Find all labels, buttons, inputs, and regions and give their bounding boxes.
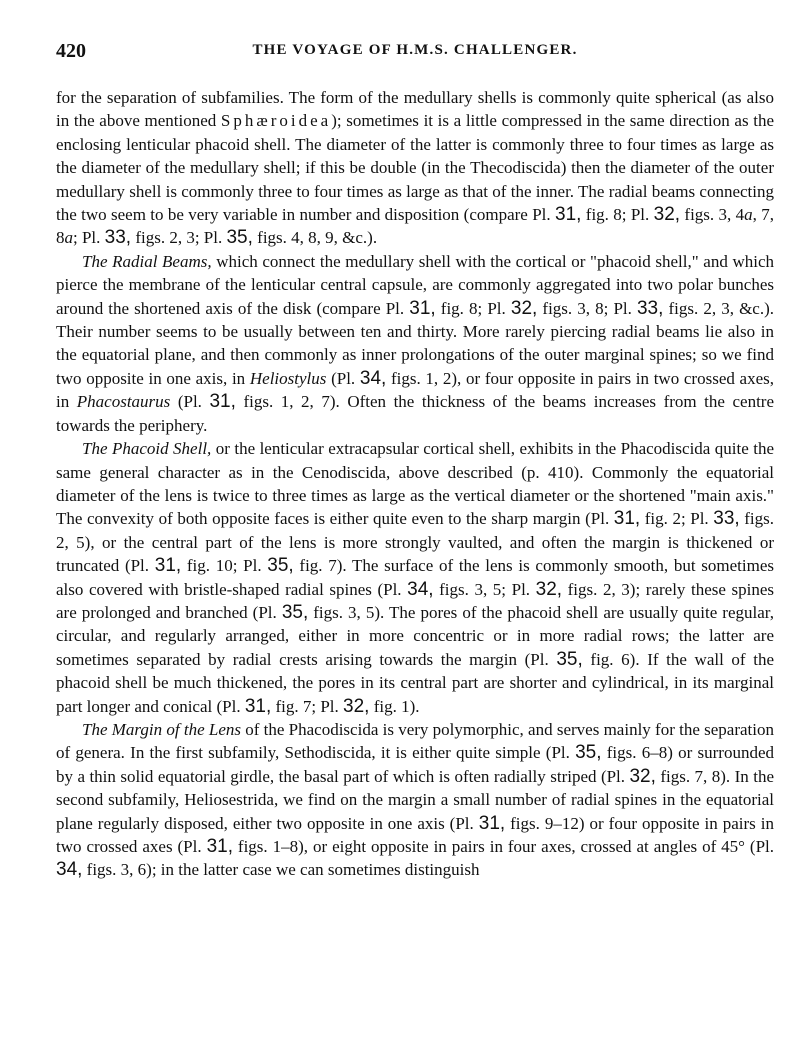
text-segment: 31, <box>154 555 182 577</box>
body-text <box>56 86 774 882</box>
paragraph-radial-beams <box>56 250 774 437</box>
page-header <box>56 40 774 70</box>
text-segment: Sphæroidea <box>220 111 332 131</box>
text-segment: of the Phacodiscida is very polymorphic, and serves mainly for the separation of genera. In the first subfamily, Sethodiscida, it is either quite simple (Pl. <box>56 719 774 763</box>
text-segment: fig. 1). <box>369 696 420 716</box>
text-segment: The Radial Beams, <box>82 251 212 271</box>
text-segment: , 7, 8 <box>56 205 774 248</box>
text-segment: The Phacoid Shell, <box>82 439 212 459</box>
text-segment: 31, <box>409 297 436 319</box>
text-segment: figs. 3, 4 <box>680 205 745 225</box>
text-segment: figs. 1, 2, 7). Often the thickness of the beams increases from the centre towards the periphery. <box>56 392 774 435</box>
text-segment: 35, <box>575 742 602 764</box>
text-segment: 35, <box>281 601 309 623</box>
text-segment: 34, <box>407 578 434 600</box>
text-segment: figs. 7, 8). In the second subfamily, Heliosestrida, we find on the margin a small number of radial spines in the equatorial plane regularly disposed, either two opposite in one axis (Pl. <box>56 766 774 833</box>
text-segment: figs. 2, 3); rarely these spines are prolonged and branched (Pl. <box>56 579 775 622</box>
text-segment: 33, <box>636 297 664 319</box>
page-number: 420 <box>56 40 86 62</box>
text-segment: ); sometimes it is a little compressed in the same direction as the enclosing lenticular phacoid shell. The diameter of the latter is commonly three to four times as large as the diameter of the medullary shell; if this be double (in the Thecodiscida) then the diameter of the outer medullary shell is commonly three to four times as large as that of the inner. The radial beams connecting the two seem to be very variable in number and disposition (compare Pl. <box>56 111 774 225</box>
paragraph-margin-of-lens <box>56 718 774 882</box>
text-segment: (Pl. <box>326 368 360 388</box>
text-segment: 31, <box>478 812 506 834</box>
text-segment: 35, <box>267 555 294 577</box>
text-segment: ; Pl. <box>73 228 105 248</box>
text-segment: figs. 2, 5), or the central part of the lens is more strongly vaulted, and often the margin is thickened or truncated (Pl. <box>56 509 774 576</box>
text-segment: fig. 8; Pl. <box>435 298 511 318</box>
text-segment: a <box>744 205 753 225</box>
running-title: THE VOYAGE OF H.M.S. CHALLENGER. <box>252 42 578 58</box>
text-segment: 35, <box>226 227 253 249</box>
text-segment: or the lenticular extracapsular cortical shell, exhibits in the Phacodiscida quite the same general character as in the Cenodiscida, above described (p. 410). Commonly the equatorial diameter of the lens is twice to three times as large as the vertical diameter or the shortened "main axis." The convexity of both opposite faces is either quite even to the sharp margin (Pl. <box>56 439 774 529</box>
text-segment: figs. 6–8) or surrounded by a thin solid equatorial girdle, the basal part of which is often radially striped (Pl. <box>56 743 774 786</box>
text-segment: (Pl. <box>170 392 210 412</box>
text-segment: Heliostylus <box>249 368 327 388</box>
paragraph-medullary-shells <box>56 86 774 250</box>
text-segment: figs. 2, 3, &c.). Their number seems to be usually between ten and thirty. More rarely piercing radial beams lie also in the equatorial plane, and then commonly as inner prolongations of the outer marginal spines; so we find two opposite in one axis, in <box>56 298 774 388</box>
text-segment: fig. 7). The surface of the lens is commonly smooth, but sometimes also covered with bristle-shaped radial spines (Pl. <box>56 556 774 599</box>
text-segment: which connect the medullary shell with the cortical or "phacoid shell," and which pierce the membrane of the lenticular central capsule, are commonly aggregated into two polar bunches around the shortened axis of the disk (compare Pl. <box>56 251 774 318</box>
text-segment: 31, <box>244 695 272 717</box>
book-page <box>56 40 774 882</box>
text-segment: for the separation of subfamilies. The form of the medullary shells is commonly quite spherical (as also in the above mentioned <box>56 88 774 131</box>
text-segment: figs. 1, 2), or four opposite in pairs in two crossed axes, in <box>56 368 775 412</box>
text-segment: figs. 3, 8; Pl. <box>537 298 637 318</box>
text-segment: 32, <box>343 695 370 717</box>
text-segment: 32, <box>510 297 538 319</box>
text-segment: fig. 6). If the wall of the phacoid shell be much thickened, the pores in its central part are shorter and cylindrical, in its marginal part longer and conical (Pl. <box>56 649 774 716</box>
text-segment: 31, <box>613 508 641 530</box>
text-segment: 34, <box>56 859 83 881</box>
text-segment: figs. 2, 3; Pl. <box>131 228 227 248</box>
text-segment: figs. 3, 5). The pores of the phacoid shell are usually quite regular, circular, and regularly arranged, either in more concentric or in more radial rows; the latter are sometimes separated by radial crests arising towards the margin (Pl. <box>56 602 774 669</box>
text-segment: figs. 9–12) or four opposite in pairs in two crossed axes (Pl. <box>56 813 774 856</box>
text-segment: 32, <box>535 578 563 600</box>
text-segment: The Margin of the Lens <box>82 719 241 739</box>
text-segment: figs. 3, 6); in the latter case we can sometimes distinguish <box>82 860 480 880</box>
text-segment: fig. 7; Pl. <box>271 696 344 716</box>
text-segment: 31, <box>209 391 236 413</box>
text-segment: a <box>64 228 73 248</box>
text-segment: figs. 4, 8, 9, &c.). <box>252 228 378 248</box>
text-segment: 32, <box>629 765 656 787</box>
text-segment: figs. 3, 5; Pl. <box>433 579 536 599</box>
text-segment: fig. 10; Pl. <box>181 556 268 576</box>
text-segment: figs. 1–8), or eight opposite in pairs in four axes, crossed at angles of 45° (Pl. <box>232 837 775 856</box>
text-segment: 35, <box>556 648 583 670</box>
text-segment: 33, <box>713 508 740 530</box>
text-segment: fig. 2; Pl. <box>640 509 714 529</box>
text-segment: 33, <box>104 227 132 249</box>
text-segment: Phacostaurus <box>76 392 171 412</box>
text-segment: 32, <box>653 204 681 226</box>
text-segment: 31, <box>555 204 582 226</box>
text-segment: fig. 8; Pl. <box>581 205 654 225</box>
paragraph-phacoid-shell <box>56 437 774 718</box>
text-segment: 34, <box>359 367 387 389</box>
text-segment: 31, <box>206 836 233 857</box>
